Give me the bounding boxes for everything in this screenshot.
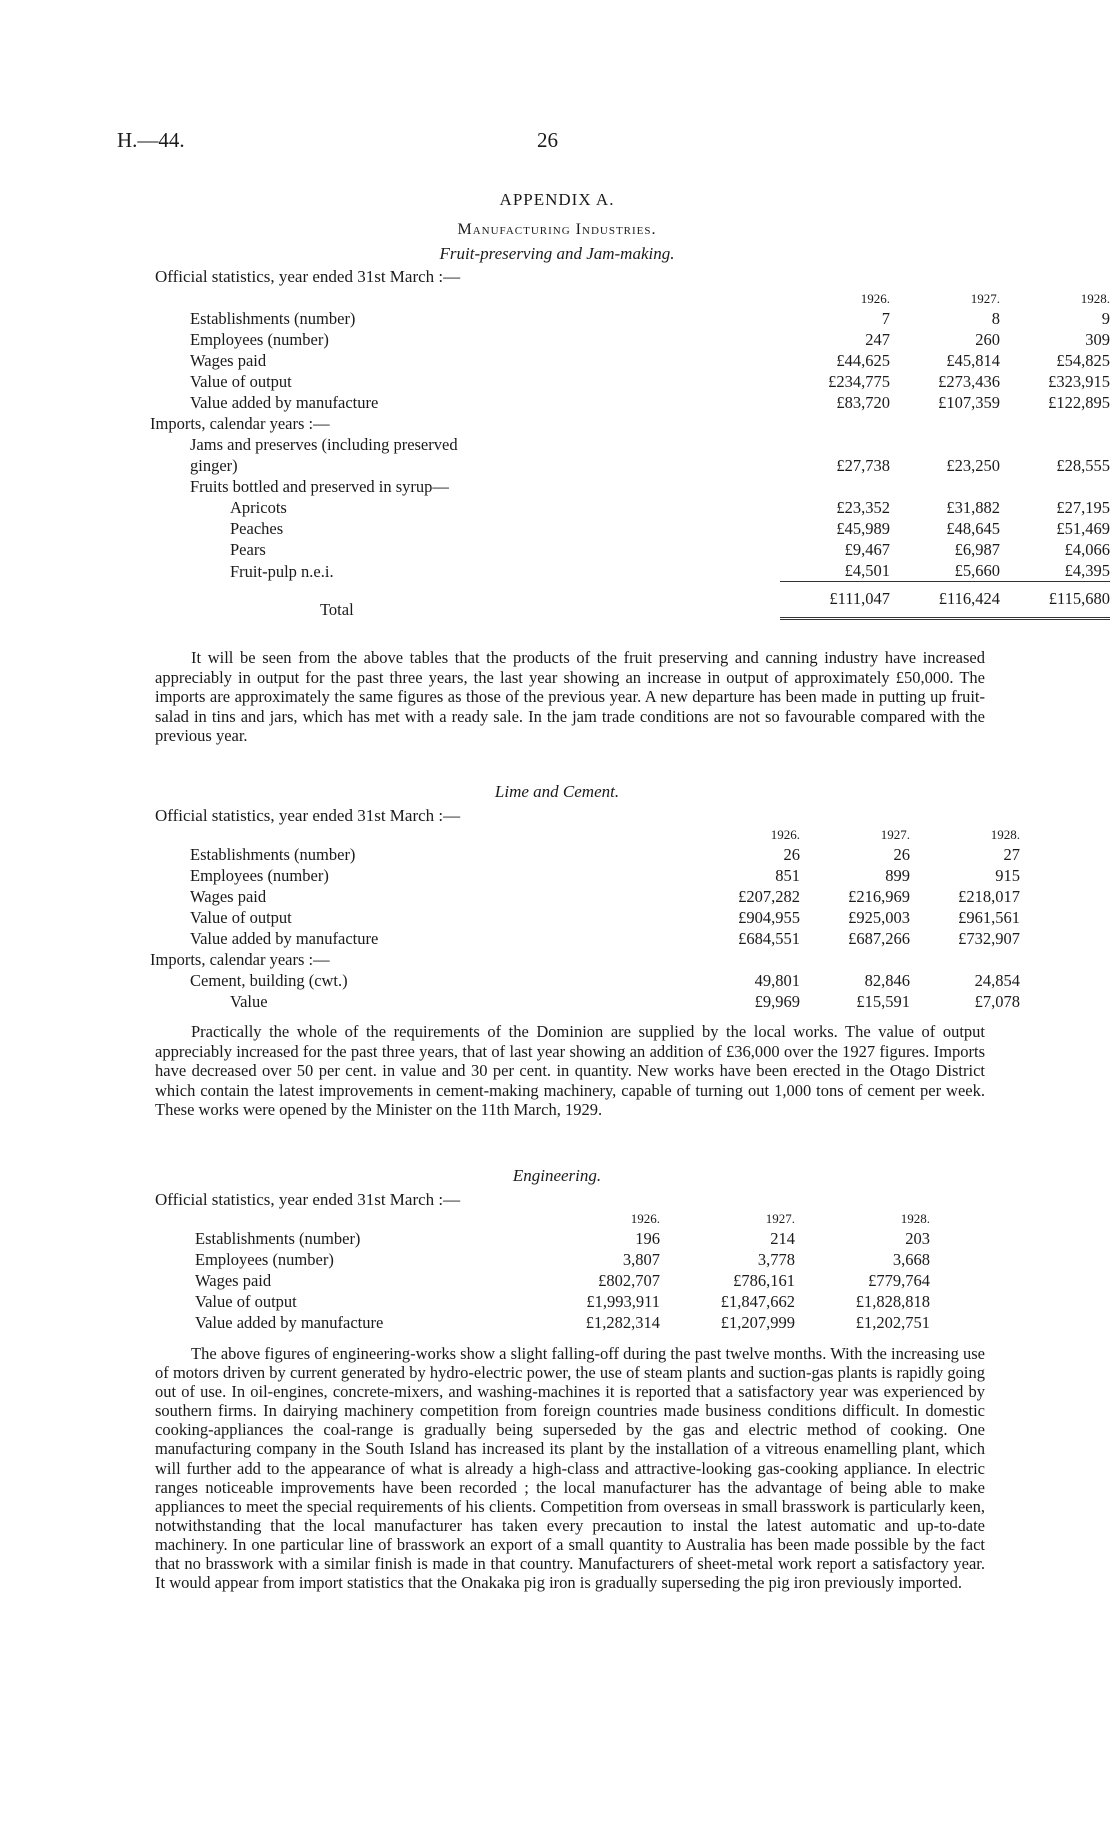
- cell-value: £122,895: [1048, 393, 1110, 412]
- cell-value: 203: [905, 1229, 930, 1248]
- cell-value: £27,738: [836, 456, 890, 475]
- cell-value: 49,801: [754, 971, 800, 990]
- row-label: Value of output: [195, 1292, 297, 1311]
- total-value: £116,424: [938, 589, 1000, 608]
- cell-value: £802,707: [598, 1271, 660, 1290]
- imports-heading-row: [190, 413, 1110, 434]
- cell-value: £7,078: [974, 992, 1020, 1011]
- year-label: 1926.: [770, 827, 800, 842]
- cell-value: 309: [1085, 330, 1110, 349]
- cell-value: 260: [975, 330, 1000, 349]
- cell-value: £9,467: [844, 540, 890, 559]
- row-label: Establishments (number): [190, 309, 356, 328]
- section-title-engineering: Engineering.: [512, 1166, 602, 1185]
- cell-value: 915: [995, 866, 1020, 885]
- total-label: Total: [320, 600, 354, 619]
- section-title-fruit: Fruit-preserving and Jam-making.: [439, 244, 675, 263]
- cell-value: £234,775: [828, 372, 890, 391]
- table-row: [195, 1228, 930, 1249]
- cell-value: £6,987: [954, 540, 1000, 559]
- paragraph-lime: Practically the whole of the requirements of the Dominion are supplied by the local works. The value of output appreciably increased for the past three years, that of last year showing an addition of £36,000 over the 1927 figures. Imports have decreased over 50 per cent. in value and 30 per cent. in quantity. New works have been erected in the Otago District which contain the latest improvements in cement-making machinery, capable of turning out 1,000 tons of cement per week. These works were opened by the Minister on the 11th March, 1929.: [155, 1022, 985, 1120]
- table-row: [190, 886, 1020, 907]
- row-label: Pears: [230, 540, 266, 559]
- cell-value: £1,847,662: [720, 1292, 795, 1311]
- year-header-row: [190, 826, 1020, 844]
- cell-value: 3,668: [892, 1250, 930, 1269]
- cell-value: £83,720: [836, 393, 890, 412]
- row-label: Value of output: [190, 372, 292, 391]
- table-row: [190, 844, 1020, 865]
- statement-engineering: Official statistics, year ended 31st March :—: [155, 1190, 461, 1209]
- table-row: [190, 560, 1110, 582]
- year-label: 1927.: [765, 1211, 795, 1226]
- table-row: [190, 991, 1020, 1012]
- document-reference: H.—44.: [117, 128, 185, 152]
- cell-value: £44,625: [836, 351, 890, 370]
- page-number: 26: [537, 128, 558, 152]
- row-label: Jams and preserves (including preserved: [190, 435, 458, 454]
- cell-value: £45,989: [836, 519, 890, 538]
- cell-value: £273,436: [938, 372, 1000, 391]
- cell-value: £1,828,818: [855, 1292, 930, 1311]
- fruit-statistics-table: [150, 290, 1110, 620]
- cell-value: £904,955: [738, 908, 800, 927]
- table-row: [195, 1291, 930, 1312]
- paragraph-engineering: The above figures of engineering-works show a slight falling-off during the past twelve months. With the increasing use of motors driven by current generated by hydro-electric power, the use of steam plants and suction-gas plants is rapidly going out of use. In oil-engines, concrete-mixers, and washing-machines it is reported that a satisfactory year was experienced by southern firms. In dairying machinery competition from foreign countries made business conditions difficult. In domestic cooking-appliances the coal-range is gradually being superseded by the gas and electric method of cooking. One manufacturing company in the South Island has increased its plant by the installation of a vitreous enamelling plant, which will further add to the appearance of what is already a high-class and attractive-looking gas-cooking appliance. In electric ranges noticeable improvements have been recorded ; the local manufacturer has the advantage of being able to make appliances to meet the special requirements of his clients. Competition from overseas in small brasswork is particularly keen, notwithstanding that the local manufacturer has taken every precaution to instal the latest automatic and up-to-date machinery. In one particular line of brasswork an export of a small quantity to Australia has been made possible by the fact that no brasswork with a similar finish is made in that country. Manufacturers of sheet-metal work report a satisfactory year. It would appear from import statistics that the Onakaka pig iron is gradually superseding the pig iron previously imported.: [155, 1344, 985, 1593]
- table-row: [190, 497, 1110, 518]
- row-label: Apricots: [230, 498, 287, 517]
- table-row: [190, 907, 1020, 928]
- year-label: 1926.: [860, 291, 890, 306]
- row-label: Fruit-pulp n.e.i.: [230, 561, 334, 581]
- imports-heading: Imports, calendar years :—: [150, 414, 330, 433]
- table-row: [190, 476, 1110, 497]
- paragraph-fruit: It will be seen from the above tables that the products of the fruit preserving and canning industry have increased appreciably in output for the past three years, the last year showing an increase in output of approximately £50,000. The imports are approximately the same figures as those of the previous year. A new departure has been made in putting up fruit-salad in tins and jars, which has met with a ready sale. In the jam trade conditions are not so favourable compared with the previous year.: [155, 648, 985, 746]
- total-value-cell: [780, 582, 890, 621]
- cell-value: £48,645: [946, 519, 1000, 538]
- cell-value: £687,266: [848, 929, 910, 948]
- cell-value: 27: [1003, 845, 1020, 864]
- year-label: 1927.: [880, 827, 910, 842]
- cell-value: £4,066: [1064, 540, 1110, 559]
- row-label: Peaches: [230, 519, 284, 538]
- cell-value: £207,282: [738, 887, 800, 906]
- table-row: [190, 434, 1110, 455]
- row-label: Wages paid: [190, 887, 267, 906]
- cell-value: £107,359: [938, 393, 1000, 412]
- table-row: [190, 455, 1110, 476]
- table-row: [190, 539, 1110, 560]
- imports-heading-row: [190, 949, 1020, 970]
- statement-lime: Official statistics, year ended 31st March :—: [155, 806, 461, 825]
- table-row: [195, 1270, 930, 1291]
- year-header-row: [195, 1210, 930, 1228]
- cell-value: 9: [1101, 309, 1110, 328]
- table-row: [190, 928, 1020, 949]
- cell-value: 247: [865, 330, 890, 349]
- cell-value: 82,846: [864, 971, 910, 990]
- cell-value: £51,469: [1056, 519, 1110, 538]
- cell-value: 7: [881, 309, 890, 328]
- total-value: £111,047: [829, 589, 890, 608]
- row-label: Establishments (number): [190, 845, 356, 864]
- cell-value: £9,969: [754, 992, 800, 1011]
- row-label: Employees (number): [195, 1250, 334, 1269]
- cell-value: 3,807: [622, 1250, 660, 1269]
- row-label: Value of output: [190, 908, 292, 927]
- row-label: Value: [230, 992, 268, 1011]
- cell-value: £323,915: [1048, 372, 1110, 391]
- cell-value: £684,551: [738, 929, 800, 948]
- cell-value: 8: [991, 309, 1000, 328]
- row-label: Value added by manufacture: [195, 1313, 384, 1332]
- row-label: Employees (number): [190, 866, 329, 885]
- row-label: ginger): [190, 456, 238, 475]
- cell-value: £786,161: [733, 1271, 795, 1290]
- cell-value: £1,993,911: [586, 1292, 660, 1311]
- cell-value: £961,561: [958, 908, 1020, 927]
- cell-value: £31,882: [946, 498, 1000, 517]
- table-row: [190, 392, 1110, 413]
- cell-value: 214: [770, 1229, 795, 1248]
- table-row: [190, 329, 1110, 350]
- cell-value: £4,501: [844, 561, 890, 580]
- appendix-title: APPENDIX A.: [499, 190, 615, 209]
- total-value-cell: [1000, 582, 1110, 621]
- year-label: 1926.: [630, 1211, 660, 1226]
- imports-heading: Imports, calendar years :—: [150, 950, 330, 969]
- table-row: [190, 865, 1020, 886]
- year-label: 1928.: [990, 827, 1020, 842]
- total-value: £115,680: [1048, 589, 1110, 608]
- row-label: Wages paid: [195, 1271, 272, 1290]
- cell-value: £5,660: [954, 561, 1000, 580]
- cell-value: 26: [893, 845, 910, 864]
- table-row: [190, 308, 1110, 329]
- row-label: Value added by manufacture: [190, 393, 379, 412]
- cell-value: £218,017: [958, 887, 1020, 906]
- row-label: Cement, building (cwt.): [190, 971, 348, 990]
- row-label: Fruits bottled and preserved in syrup—: [190, 477, 449, 496]
- cell-value: £54,825: [1056, 351, 1110, 370]
- double-rule: [780, 609, 890, 620]
- row-label: Employees (number): [190, 330, 329, 349]
- cell-value: 24,854: [974, 971, 1020, 990]
- table-row: [190, 350, 1110, 371]
- category-title: Manufacturing Industries.: [457, 221, 657, 238]
- cell-value: £216,969: [848, 887, 910, 906]
- year-label: 1927.: [970, 291, 1000, 306]
- statement-fruit: Official statistics, year ended 31st March :—: [155, 267, 461, 286]
- row-label: Value added by manufacture: [190, 929, 379, 948]
- row-label: Establishments (number): [195, 1229, 361, 1248]
- cell-value: £28,555: [1056, 456, 1110, 475]
- cell-value: £925,003: [848, 908, 910, 927]
- table-row: [190, 970, 1020, 991]
- cell-value: 899: [885, 866, 910, 885]
- cell-value: £779,764: [868, 1271, 930, 1290]
- table-row: [190, 518, 1110, 539]
- total-row: [190, 582, 1110, 621]
- cell-value: £23,250: [946, 456, 1000, 475]
- section-title-lime: Lime and Cement.: [494, 782, 620, 801]
- row-label: Wages paid: [190, 351, 267, 370]
- total-value-cell: [890, 582, 1000, 621]
- cell-value: £45,814: [946, 351, 1000, 370]
- cell-value: 196: [635, 1229, 660, 1248]
- cell-value: £1,207,999: [720, 1313, 795, 1332]
- cell-value: £1,282,314: [585, 1313, 660, 1332]
- lime-statistics-table: [150, 826, 1020, 1012]
- table-row: [195, 1312, 930, 1333]
- cell-value: £23,352: [836, 498, 890, 517]
- cell-value: £1,202,751: [855, 1313, 930, 1332]
- cell-value: 26: [783, 845, 800, 864]
- table-row: [195, 1249, 930, 1270]
- cell-value: £27,195: [1056, 498, 1110, 517]
- table-row: [190, 371, 1110, 392]
- double-rule: [1000, 609, 1110, 620]
- cell-value: 3,778: [757, 1250, 795, 1269]
- year-header-row: [190, 290, 1110, 308]
- year-label: 1928.: [1080, 291, 1110, 306]
- cell-value: 851: [775, 866, 800, 885]
- cell-value: £4,395: [1064, 561, 1110, 580]
- cell-value: £732,907: [958, 929, 1020, 948]
- engineering-statistics-table: [195, 1210, 930, 1333]
- cell-value: £15,591: [856, 992, 910, 1011]
- year-label: 1928.: [900, 1211, 930, 1226]
- double-rule: [890, 609, 1000, 620]
